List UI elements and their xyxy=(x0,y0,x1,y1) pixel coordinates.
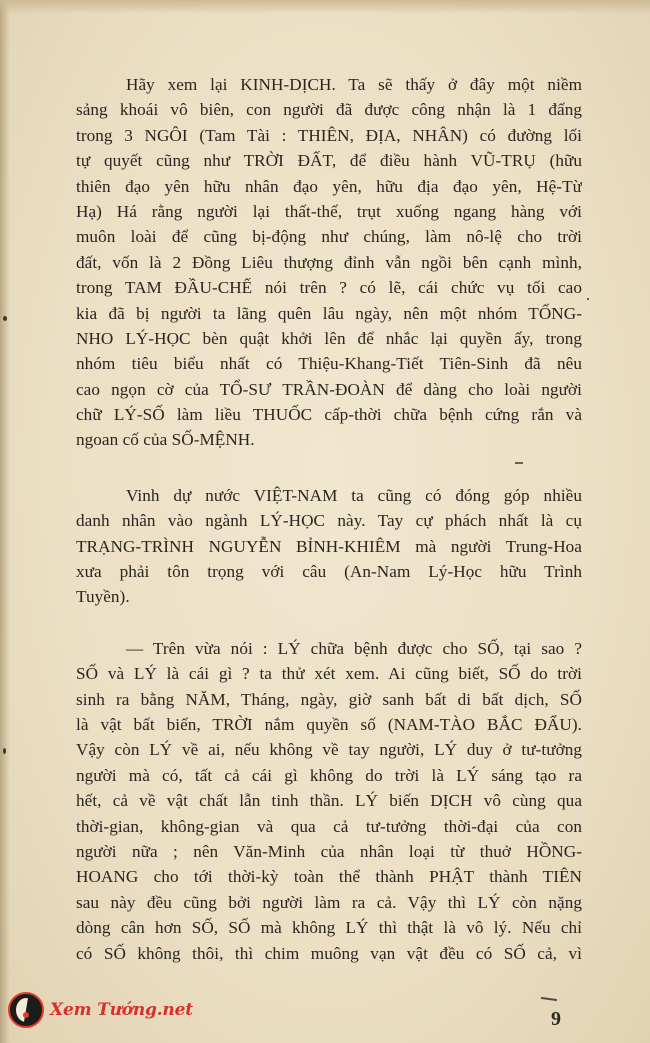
text-line: đất, vốn là 2 Đồng Liêu thượng đỉnh vẫn ngồi bên cạnh mình, xyxy=(76,252,582,272)
text-line: tự quyết cũng như TRỜI ĐẤT, để điều hành VŨ-TRỤ (hữu xyxy=(76,151,582,171)
text-line: kia đã bị người ta lãng quên lâu ngày, nên một nhóm TỐNG- xyxy=(76,303,582,323)
text-line: sau này đều cũng bởi người làm ra cả. Vậy thì LÝ còn nặng xyxy=(76,892,582,912)
text-line: muôn loài để cũng bị-động như chúng, làm nô-lệ cho trời xyxy=(76,227,582,247)
print-speck xyxy=(3,748,6,754)
print-speck xyxy=(587,298,589,300)
paragraph-3 xyxy=(76,636,582,966)
text-line: Hạ) Há rằng người lại thất-thế, trụt xuống ngang hàng với xyxy=(76,201,582,221)
print-speck xyxy=(3,316,7,321)
yin-yang-icon xyxy=(8,992,44,1028)
page-gutter-shadow xyxy=(0,0,10,1043)
watermark-logo[interactable] xyxy=(8,990,193,1030)
page-text xyxy=(76,72,582,992)
text-line: cao ngọn cờ của TỔ-SƯ TRẦN-ĐOÀN để dàng cho loài người xyxy=(76,379,582,399)
text-line: danh nhân vào ngành LÝ-HỌC này. Tay cự phách nhất là cụ xyxy=(76,511,582,531)
text-line: người mà có, tất cả cái gì không do trời là LÝ sáng tạo ra xyxy=(76,765,582,785)
text-line: ngoan cố của SỐ-MỆNH. xyxy=(76,430,255,450)
text-line: Vinh dự nước VIỆT-NAM ta cũng có đóng góp nhiều xyxy=(126,485,582,505)
text-line: TRẠNG-TRÌNH NGUYỄN BỈNH-KHIÊM mà người Trung-Hoa xyxy=(76,536,582,556)
text-line: hết, cả về vật chất lẫn tinh thần. LÝ biến DỊCH vô cùng qua xyxy=(76,791,582,811)
page-number: 9 xyxy=(551,1008,561,1030)
text-line: chữ LÝ-SỐ làm liều THUỐC cấp-thời chữa bệnh cứng rắn và xyxy=(76,405,582,425)
text-line: dòng cân hơn SỐ, SỐ mà không LÝ thì thật là vô lý. Nếu chỉ xyxy=(76,918,582,938)
text-line: nhóm tiêu biểu nhất có Thiệu-Khang-Tiết Tiên-Sinh đã nêu xyxy=(76,354,582,374)
text-line: trong TAM ĐẦU-CHẾ nói trên ? có lẽ, cái chức vụ tối cao xyxy=(76,278,582,298)
text-line: có SỐ không thôi, thì chim muông vạn vật đều có SỐ cả, vì xyxy=(76,943,582,963)
text-line: là vật bất biến, TRỜI nắm quyền số (NAM-TÀO BẮC ĐẨU). xyxy=(76,714,582,734)
section-divider xyxy=(515,462,523,464)
text-line: sảng khoái vô biên, con người đã được công nhận là 1 đấng xyxy=(76,100,582,120)
text-line: thiên đạo yên hữu nhân đạo yên, hữu địa đạo yên, Hệ-Từ xyxy=(76,176,582,196)
page-top-shadow xyxy=(0,0,650,14)
text-line: Vậy còn LÝ về ai, nếu không về tay người, LÝ duy ở tư-tưởng xyxy=(76,740,582,760)
text-line: HOANG cho tới thời-kỳ toàn thể thành PHẬT thành TIÊN xyxy=(76,867,582,887)
text-line: sinh ra bằng NĂM, Tháng, ngày, giờ sanh bất di bất dịch, SỐ xyxy=(76,689,582,709)
watermark-text: Xem Tướng.net xyxy=(50,1000,193,1020)
text-line: thời-gian, không-gian và qua cả tư-tưởng thời-đại của con xyxy=(76,816,582,836)
text-line: — Trên vừa nói : LÝ chữa bệnh được cho SỐ, tại sao ? xyxy=(126,638,582,658)
text-line: trong 3 NGÔI (Tam Tài : THIÊN, ĐỊA, NHÂN) có đường lối xyxy=(76,125,582,145)
text-line: Hãy xem lại KINH-DỊCH. Ta sẽ thấy ở đây một niềm xyxy=(126,75,582,94)
text-line: SỐ và LÝ là cái gì ? ta thử xét xem. Ai cũng biết, SỐ do trời xyxy=(76,664,582,684)
text-line: người nữa ; nên Văn-Minh của nhân loại từ thuở HỒNG- xyxy=(76,841,582,861)
text-line: NHO LÝ-HỌC bèn quật khởi lên để nhắc lại quyền ấy, trong xyxy=(76,328,582,348)
text-line: Tuyền). xyxy=(76,587,130,607)
text-line: xưa phải tôn trọng với câu (An-Nam Lý-Học hữu Trình xyxy=(76,562,582,582)
paragraph-2 xyxy=(76,483,582,610)
paragraph-1 xyxy=(76,72,582,453)
